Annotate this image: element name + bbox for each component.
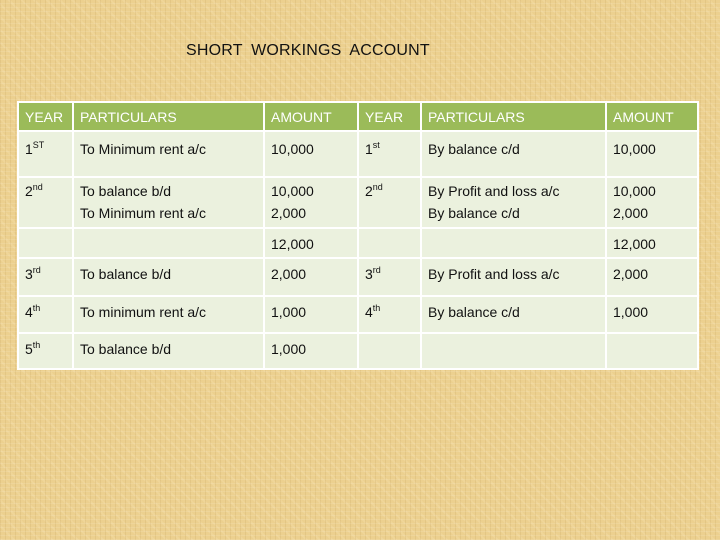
empty-cell [421,333,606,369]
year-right-cell [358,131,421,177]
particulars-left-cell: To balance b/d [73,333,264,369]
year-suffix: ST [32,140,45,150]
table-row [18,131,698,177]
particulars-line: By balance c/d [428,205,520,221]
amount-right-cell: 1,000 [606,296,698,333]
amount-left-cell [264,177,358,228]
empty-cell [421,228,606,258]
year-left-cell [18,131,73,177]
year-suffix: th [372,303,381,313]
short-workings-table [17,101,699,370]
header-amount-left: AMOUNT [264,102,358,131]
year-number: 1 [365,141,373,157]
empty-cell [73,228,264,258]
amount-right-cell: 10,000 [606,131,698,177]
table-row [18,258,698,296]
table-row [18,333,698,369]
amount-left-cell: 1,000 [264,296,358,333]
year-number: 5 [25,341,33,357]
page-title: SHORT WORKINGS ACCOUNT [186,42,430,59]
year-right-cell [358,177,421,228]
empty-cell [606,333,698,369]
particulars-left-cell [73,177,264,228]
particulars-left-cell: To minimum rent a/c [73,296,264,333]
year-left-cell [18,177,73,228]
empty-cell [18,228,73,258]
year-suffix: rd [372,265,381,275]
particulars-line: To Minimum rent a/c [80,205,207,221]
header-year-left: YEAR [18,102,73,131]
particulars-left-cell: To Minimum rent a/c [73,131,264,177]
year-suffix: st [372,140,380,150]
year-number: 3 [25,266,33,282]
year-left-cell [18,258,73,296]
year-left-cell [18,333,73,369]
header-particulars-right: PARTICULARS [421,102,606,131]
amount-left-cell: 2,000 [264,258,358,296]
total-left-cell: 12,000 [264,228,358,258]
year-number: 2 [365,183,373,199]
year-left-cell [18,296,73,333]
table-header-row [18,102,698,131]
year-suffix: th [32,303,41,313]
table-row [18,177,698,228]
particulars-left-cell: To balance b/d [73,258,264,296]
year-suffix: nd [372,182,383,192]
year-number: 4 [25,304,33,320]
particulars-line: To balance b/d [80,183,172,199]
amount-line: 2,000 [613,205,649,221]
particulars-right-cell [421,177,606,228]
empty-cell [358,228,421,258]
amount-line: 10,000 [271,183,314,199]
year-suffix: th [32,340,41,350]
amount-right-cell: 2,000 [606,258,698,296]
particulars-right-cell: By balance c/d [421,131,606,177]
table-row [18,296,698,333]
amount-line: 2,000 [271,205,307,221]
particulars-right-cell: By balance c/d [421,296,606,333]
year-suffix: nd [32,182,43,192]
amount-left-cell: 1,000 [264,333,358,369]
year-number: 3 [365,266,373,282]
empty-cell [358,333,421,369]
year-number: 2 [25,183,33,199]
amount-left-cell: 10,000 [264,131,358,177]
total-right-cell: 12,000 [606,228,698,258]
header-year-right: YEAR [358,102,421,131]
totals-row [18,228,698,258]
header-amount-right: AMOUNT [606,102,698,131]
year-suffix: rd [32,265,41,275]
year-number: 4 [365,304,373,320]
particulars-right-cell: By Profit and loss a/c [421,258,606,296]
particulars-line: By Profit and loss a/c [428,183,560,199]
header-particulars-left: PARTICULARS [73,102,264,131]
amount-right-cell [606,177,698,228]
amount-line: 10,000 [613,183,656,199]
year-number: 1 [25,141,33,157]
year-right-cell [358,258,421,296]
year-right-cell [358,296,421,333]
